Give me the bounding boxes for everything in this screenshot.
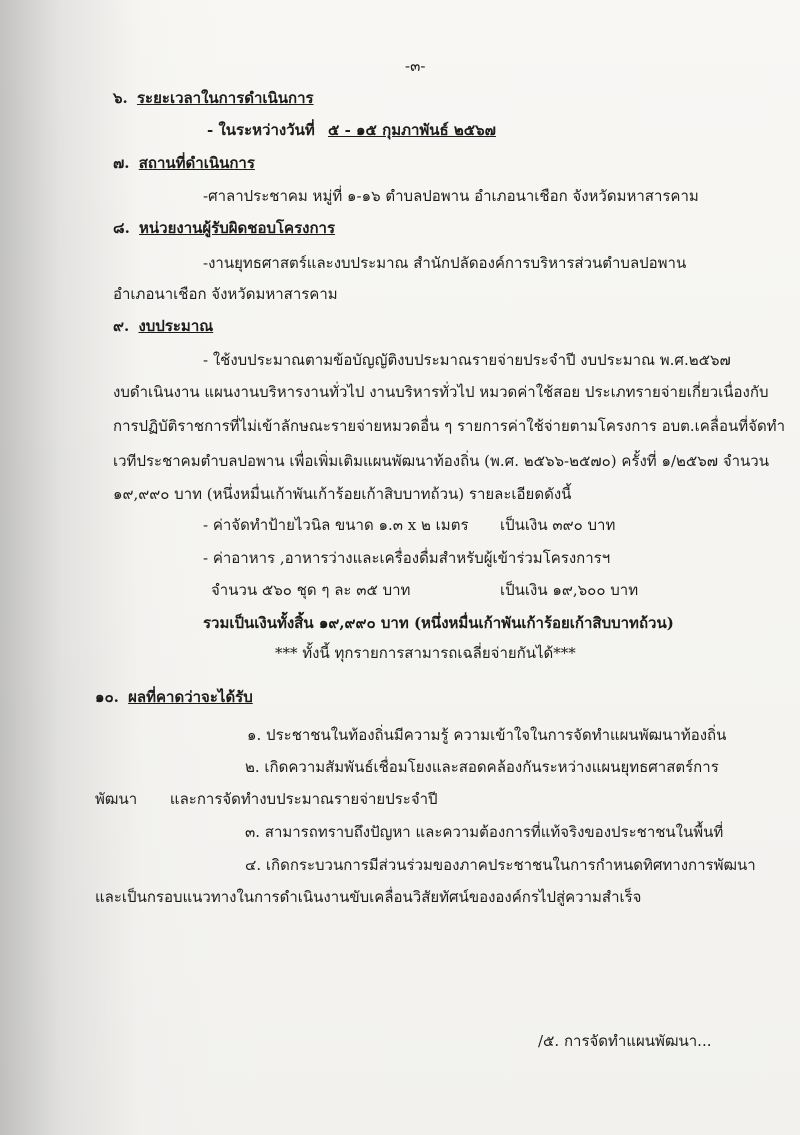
section-title: งบประมาณ	[138, 317, 214, 335]
agency-line-2: อำเภอนาเชือก จังหวัดมหาสารคาม	[113, 285, 338, 303]
result-1: ๑. ประชาชนในท้องถิ่นมีความรู้ ความเข้าใจในการจัดทำแผนพัฒนาท้องถิ่น	[247, 726, 727, 744]
continuation-text: /๕. การจัดทำแผนพัฒนา...	[538, 1032, 712, 1050]
section-number: ๙.	[113, 317, 130, 335]
section-number: ๖.	[113, 89, 128, 107]
budget-item-2-amount: เป็นเงิน ๑๙,๖๐๐ บาท	[500, 581, 639, 599]
budget-item-1-amount: เป็นเงิน ๓๙๐ บาท	[500, 516, 616, 534]
page-number: -๓-	[405, 57, 426, 75]
location-line: -ศาลาประชาคม หมู่ที่ ๑-๑๖ ตำบลปอพาน อำเภอนาเชือก จังหวัดมหาสารคาม	[203, 187, 699, 205]
section-number: ๘.	[113, 219, 130, 237]
result-2-rest: และการจัดทำงบประมาณรายจ่ายประจำปี	[169, 790, 438, 808]
budget-item-2-qty: จำนวน ๕๖๐ ชุด ๆ ละ ๓๕ บาท	[211, 581, 411, 599]
budget-line: - ใช้งบประมาณตามข้อบัญญัติงบประมาณรายจ่ายประจำปี งบประมาณ พ.ศ.๒๕๖๗	[203, 351, 731, 369]
section-7-heading	[113, 153, 255, 173]
result-2-line-1: ๒. เกิดความสัมพันธ์เชื่อมโยงและสอดคล้องกันระหว่างแผนยุทธศาสตร์การ	[245, 758, 719, 776]
section-8-heading	[113, 218, 335, 238]
result-4-line-2: และเป็นกรอบแนวทางในการดำเนินงานขับเคลื่อนวิสัยทัศน์ขององค์กรไปสู่ความสำเร็จ	[95, 888, 642, 906]
section-number: ๗.	[113, 154, 130, 172]
section-title: สถานที่ดำเนินการ	[138, 154, 255, 172]
budget-line: ๑๙,๙๙๐ บาท (หนึ่งหมื่นเก้าพันเก้าร้อยเก้าสิบบาทถ้วน) รายละเอียดดังนี้	[113, 485, 572, 503]
budget-line: งบดำเนินงาน แผนงานบริหารงานทั่วไป งานบริหารทั่วไป หมวดค่าใช้สอย ประเภทรายจ่ายเกี่ยวเนื่องกับ	[113, 383, 769, 401]
section-title: ผลที่คาดว่าจะได้รับ	[128, 688, 253, 706]
section-number: ๑๐.	[95, 688, 119, 706]
section-9-heading	[113, 316, 213, 336]
duration-dates: ๕ - ๑๕ กุมภาพันธ์ ๒๕๖๗	[328, 121, 496, 139]
result-2-word: พัฒนา	[95, 790, 138, 808]
section-title: หน่วยงานผู้รับผิดชอบโครงการ	[139, 219, 336, 237]
budget-line: เวทีประชาคมตำบลปอพาน เพื่อเพิ่มเติมแผนพัฒนาท้องถิ่น (พ.ศ. ๒๕๖๖-๒๕๗๐) ครั้งที่ ๑/๒๕๖๗ จำนวน	[113, 452, 769, 470]
result-3: ๓. สามารถทราบถึงปัญหา และความต้องการที่แท้จริงของประชาชนในพื้นที่	[245, 823, 724, 841]
agency-line-1: -งานยุทธศาสตร์และงบประมาณ สำนักปลัดองค์การบริหารส่วนตำบลปอพาน	[203, 254, 687, 272]
budget-total: รวมเป็นเงินทั้งสิ้น ๑๙,๙๙๐ บาท (หนึ่งหมื่นเก้าพันเก้าร้อยเก้าสิบบาทถ้วน)	[203, 614, 674, 632]
budget-line: การปฏิบัติราชการที่ไม่เข้าลักษณะรายจ่ายหมวดอื่น ๆ รายการค่าใช้จ่ายตามโครงการ อบต.เคลื่อนที่จัดทำ	[113, 417, 785, 435]
duration-line	[207, 120, 496, 140]
result-2-line-2	[95, 789, 438, 809]
duration-prefix: - ในระหว่างวันที่	[207, 121, 315, 139]
budget-item-2-label: - ค่าอาหาร ,อาหารว่างและเครื่องดื่มสำหรับผู้เข้าร่วมโครงการฯ	[203, 549, 611, 567]
section-10-heading	[95, 687, 253, 707]
result-4-line-1: ๔. เกิดกระบวนการมีส่วนร่วมของภาคประชาชนในการกำหนดทิศทางการพัฒนา	[245, 856, 756, 874]
budget-item-1-label: - ค่าจัดทำป้ายไวนิล ขนาด ๑.๓ x ๒ เมตร	[203, 516, 469, 534]
section-6-heading	[113, 88, 314, 108]
budget-note: *** ทั้งนี้ ทุกรายการสามารถเฉลี่ยจ่ายกันได้***	[275, 644, 576, 662]
section-title: ระยะเวลาในการดำเนินการ	[136, 89, 314, 107]
